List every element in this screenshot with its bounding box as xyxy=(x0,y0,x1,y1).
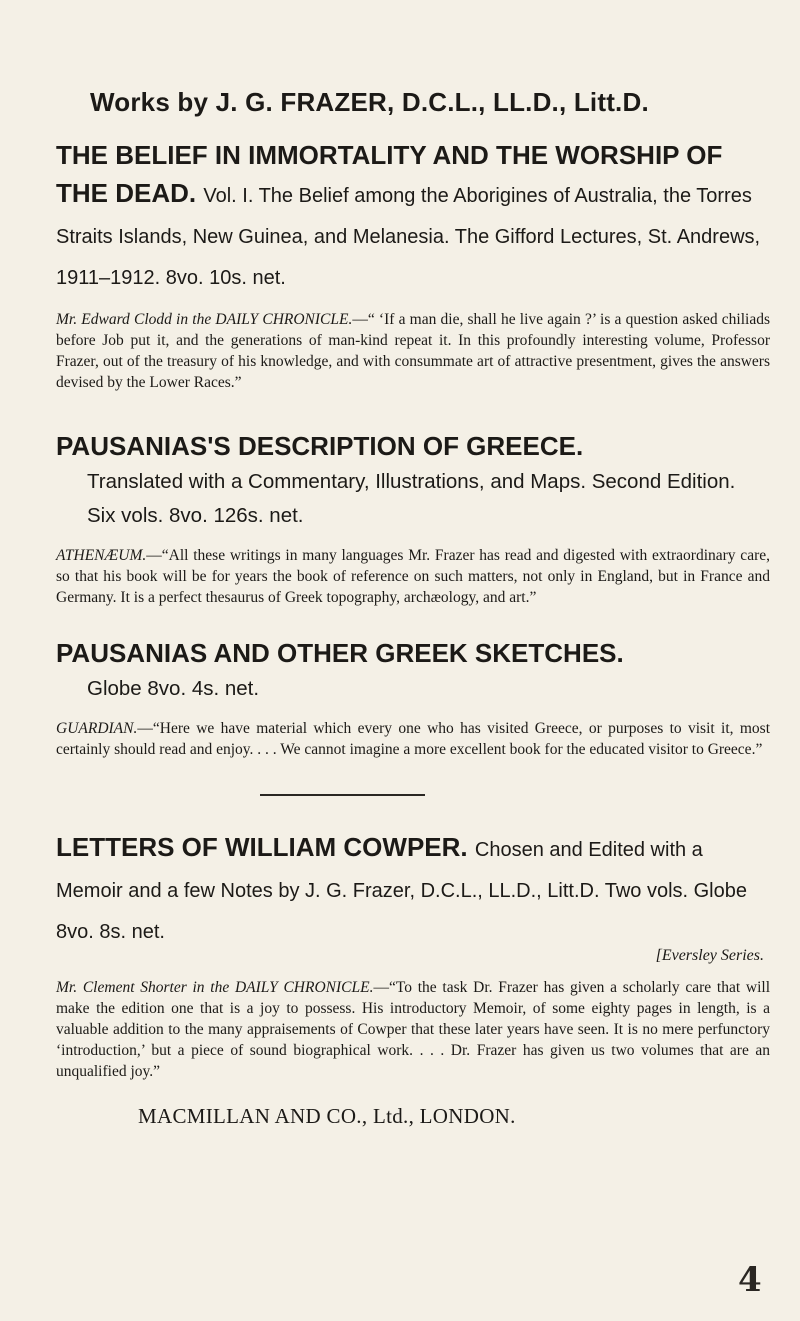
review-source: ATHENÆUM. xyxy=(56,546,147,564)
entry-body: Globe 8vo. 4s. net. xyxy=(87,676,260,700)
review-source: Mr. Clement Shorter in the DAILY CHRONICLE. xyxy=(56,978,374,996)
page-header: Works by J. G. FRAZER, D.C.L., LL.D., Litt.D. xyxy=(90,87,649,117)
review-quote xyxy=(56,309,770,393)
entry-title: PAUSANIAS AND OTHER GREEK SKETCHES. xyxy=(56,637,624,668)
review-quote xyxy=(56,545,770,608)
review-text: —“All these writings in many languages Mr. Frazer has read and digested with extraordinary care, so that his book will be for years the book of reference on such matters, not only in England, but in France and Germany. It is a perfect thesaurus of Greek topography, archæology, and art.” xyxy=(56,546,770,606)
series-note: [Eversley Series. xyxy=(655,946,764,964)
review-text: —“To the task Dr. Frazer has given a scholarly care that will make the edition one that is a joy to possess. His introductory Memoir, of some eighty pages in length, is a valuable addition to the many appraisements of Cowper that these later years have seen. It is no mere perfunctory ‘introduction,’ but a piece of sound biographical work. . . . Dr. Frazer has given us two volumes that are an unqualified joy.” xyxy=(56,978,770,1080)
section-divider xyxy=(260,794,425,796)
review-text: —“ ‘If a man die, shall he live again ?’ is a question asked chiliads before Job put it, and the generations of man-kind repeat it. In this profoundly interesting volume, Professor Frazer, out of the treasury of his knowledge, and with consummate art of attractive presentment, gives the answers devised by the Lower Races.” xyxy=(56,310,771,391)
entry-belief-in-immortality xyxy=(40,136,770,393)
review-source: Mr. Edward Clodd in the DAILY CHRONICLE. xyxy=(56,310,353,328)
entry-title: PAUSANIAS'S DESCRIPTION OF GREECE. xyxy=(56,430,584,461)
entry-pausanias-description xyxy=(40,427,770,608)
entry-title: THE BELIEF IN IMMORTALITY AND THE WORSHIP OF THE DEAD. xyxy=(56,139,723,208)
publisher-imprint: MACMILLAN AND CO., Ltd., LONDON. xyxy=(138,1103,516,1128)
entry-title: LETTERS OF WILLIAM COWPER. xyxy=(56,831,468,862)
advertisement-page xyxy=(40,88,770,1129)
review-text: —“Here we have material which every one who has visited Greece, or purposes to visit it, most certainly should read and enjoy. . . . We cannot imagine a more excellent book for the educated visitor to Greece.” xyxy=(56,719,770,758)
review-quote xyxy=(56,977,770,1082)
entry-body: Translated with a Commentary, Illustrations, and Maps. Second Edition. Six vols. 8vo. 126s. net. xyxy=(87,469,736,527)
corner-mark: 4 xyxy=(738,1260,762,1300)
review-source: GUARDIAN. xyxy=(56,719,138,737)
entry-body: Chosen and Edited with a Memoir and a few Notes by J. G. Frazer, D.C.L., LL.D., Litt.D. Two vols. Globe 8vo. 8s. net. xyxy=(56,838,747,943)
entry-pausanias-sketches xyxy=(40,634,770,760)
entry-body: Vol. I. The Belief among the Aborigines of Australia, the Torres Straits Islands, New Guinea, and Melanesia. The Gifford Lectures, St. Andrews, 1911–1912. 8vo. 10s. net. xyxy=(56,184,761,289)
review-quote xyxy=(56,718,770,760)
entry-letters-of-cowper xyxy=(40,828,770,1082)
